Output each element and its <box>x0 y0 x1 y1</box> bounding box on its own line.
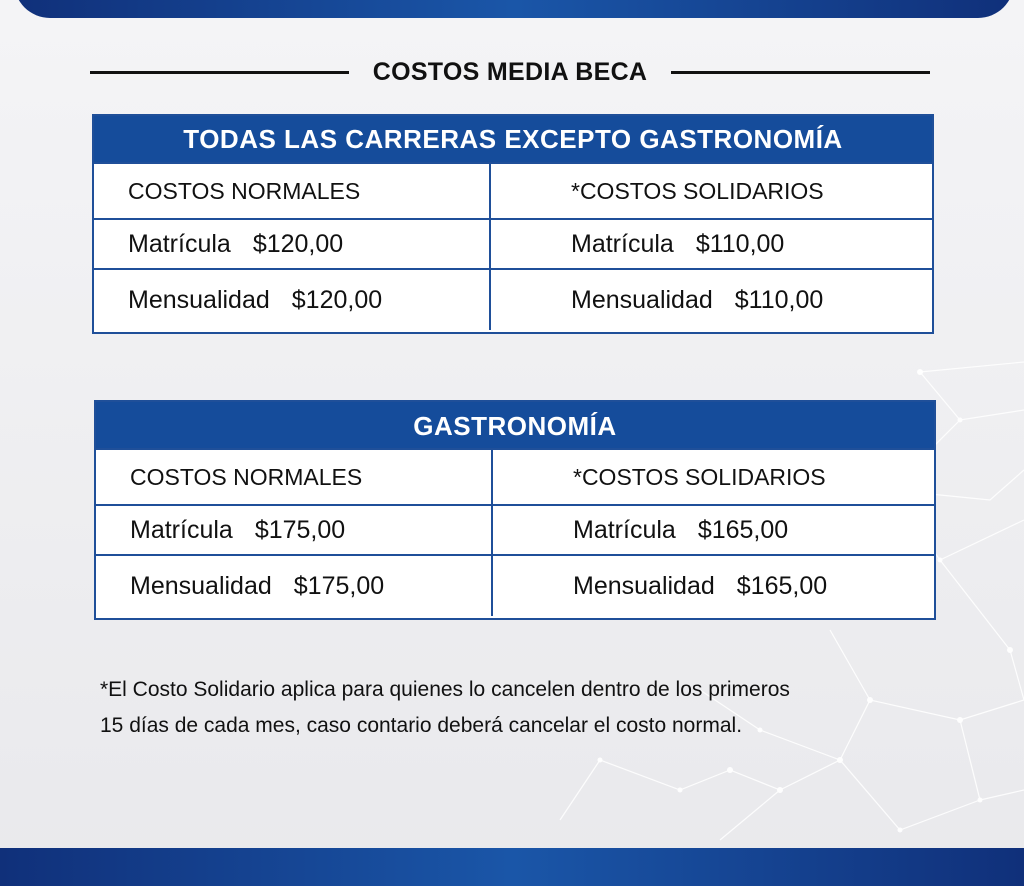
costos-solidarios-header: *COSTOS SOLIDARIOS <box>489 164 932 218</box>
solidario-mensualidad-cell <box>489 270 932 330</box>
price-table-gastronomia <box>94 400 936 620</box>
price-value: $120,00 <box>252 229 344 258</box>
table-row <box>94 218 932 268</box>
table-row <box>94 268 932 330</box>
solidario-matricula-cell <box>489 220 932 268</box>
row-label: Matrícula <box>573 515 676 544</box>
costos-solidarios-header: *COSTOS SOLIDARIOS <box>491 450 934 504</box>
price-value: $175,00 <box>254 515 346 544</box>
price-value: $165,00 <box>697 515 789 544</box>
row-label: Mensualidad <box>573 571 715 600</box>
section-title <box>90 54 930 90</box>
row-label: Mensualidad <box>571 285 713 314</box>
title-divider-left <box>90 71 349 74</box>
solidario-mensualidad-cell <box>491 556 934 616</box>
column-header-row <box>94 162 932 218</box>
normal-mensualidad-cell <box>96 556 491 616</box>
table-header: TODAS LAS CARRERAS EXCEPTO GASTRONOMÍA <box>94 116 932 162</box>
section-title-text: COSTOS MEDIA BECA <box>372 57 648 86</box>
price-table-todas-las-carreras <box>92 114 934 334</box>
price-value: $110,00 <box>734 285 824 314</box>
row-label: Mensualidad <box>130 571 272 600</box>
table-row <box>96 504 934 554</box>
solidario-matricula-cell <box>491 506 934 554</box>
row-label: Matrícula <box>128 229 231 258</box>
price-value: $175,00 <box>293 571 385 600</box>
row-label: Mensualidad <box>128 285 270 314</box>
table-header: GASTRONOMÍA <box>96 402 934 448</box>
title-divider-right <box>671 71 930 74</box>
footnote-line-2: 15 días de cada mes, caso contario deberá cancelar el costo normal. <box>100 714 743 737</box>
price-value: $120,00 <box>291 285 383 314</box>
footnote <box>100 672 950 744</box>
price-value: $165,00 <box>736 571 828 600</box>
costos-normales-header: COSTOS NORMALES <box>130 463 363 490</box>
table-row <box>96 554 934 616</box>
costos-normales-header: COSTOS NORMALES <box>128 177 361 204</box>
normal-matricula-cell <box>96 506 491 554</box>
bottom-banner <box>0 848 1024 886</box>
normal-matricula-cell <box>94 220 489 268</box>
row-label: Matrícula <box>130 515 233 544</box>
row-label: Matrícula <box>571 229 674 258</box>
normal-mensualidad-cell <box>94 270 489 330</box>
column-header-row <box>96 448 934 504</box>
footnote-line-1: *El Costo Solidario aplica para quienes lo cancelen dentro de los primeros <box>100 678 790 701</box>
price-value: $110,00 <box>695 229 785 258</box>
